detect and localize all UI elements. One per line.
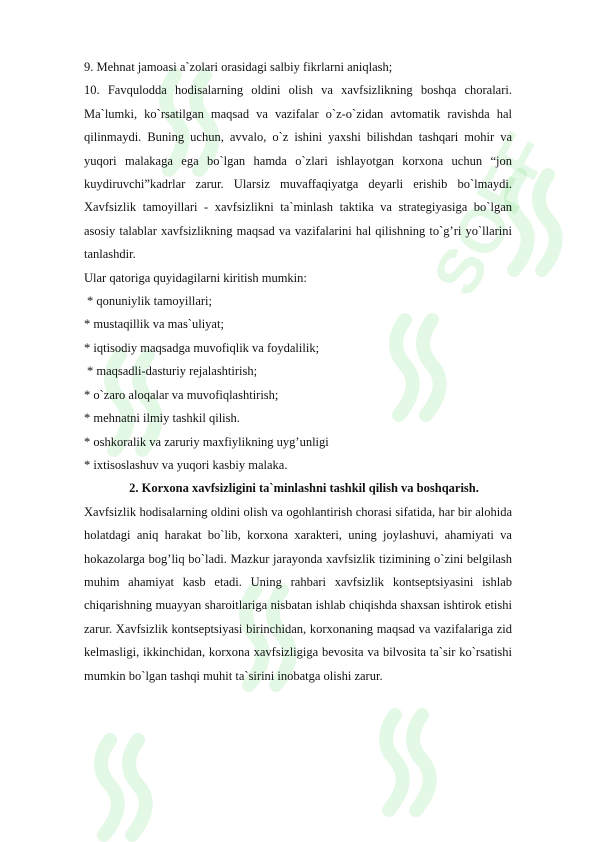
section-heading: 2. Korxona xavfsizligini ta`minlashni tashkil qilish va boshqarish. bbox=[129, 481, 479, 496]
paragraph-10: 10. Favqulodda hodisalarning oldini olish va xavfsizlikning boshqa choralari. Ma`lumki, ko`rsatilgan maqsad va vazifalar o`z-o`zidan avtomatik ravishda hal qilinmaydi. Buning uchun, avvalo, o`z ishini yaxshi bilishdan tashqari mohir va yuqori malakaga ega bo`lgan hamda o`zlari ishlayotgan korxona uchun “jon kuydiruvchi”kadrlar zarur. Ularsiz muvaffaqiyatga deyarli erishib bo`lmaydi. Xavfsizlik tamoyillari - xavfsizlikni ta`minlash taktika va strategiyasiga bo`lgan asosiy talablar xavfsizlikning maqsad va vazifalarini hal qilishning to`g’ri yo`llarini tanlashdir. bbox=[84, 83, 512, 262]
list-intro: Ular qatoriga quyidagilarni kiritish mumkin: bbox=[84, 270, 307, 285]
section-paragraph: Xavfsizlik hodisalarning oldini olish va ogohlantirish chorasi sifatida, har bir alohida holatdagi aniq harakat bo`lib, korxona xarakteri, uning joylashuvi, ahamiyati va hokazolarga bog’liq bo`ladi. Mazkur jarayonda xavfsizlik tizimining o`zini belgilash muhim ahamiyat kasb etadi. Uning rahbari xavfsizlik kontseptsiyasini ishlab chiqarishning muayyan sharoitlariga nisbatan ishlab chiqishda shaxsan ishtirok etishi zarur. Xavfsizlik kontseptsiyasi birinchidan, korxonaning maqsad va vazifalariga zid kelmasligi, ikkinchidan, korxona xavfsizligiga bevosita va bilvosita ta`sir ko`rsatishi mumkin bo`lgan tashqi muhit ta`sirini inobatga olishi zarur. bbox=[84, 504, 512, 683]
watermark-logo-mark bbox=[511, 175, 556, 270]
watermark-logo-mark bbox=[101, 740, 146, 835]
principle-item: * o`zaro aloqalar va muvofiqlashtirish; bbox=[84, 387, 279, 402]
document-body bbox=[84, 56, 512, 688]
principle-item: * mustaqillik va mas`uliyat; bbox=[84, 317, 224, 332]
principle-item: * mehnatni ilmiy tashkil qilish. bbox=[84, 411, 240, 426]
principle-item: * oshkoralik va zaruriy maxfiylikning uyg’unligi bbox=[84, 434, 329, 449]
watermark-logo-mark bbox=[386, 715, 430, 810]
principle-item: * iqtisodiy maqsadga muvofiqlik va foydalilik; bbox=[84, 340, 320, 355]
watermark-text: SOFF bbox=[418, 122, 563, 307]
principle-item: * ixtisoslashuv va yuqori kasbiy malaka. bbox=[84, 457, 288, 472]
principle-item: * qonuniylik tamoyillari; bbox=[87, 294, 212, 309]
list-item-9: 9. Mehnat jamoasi a`zolari orasidagi salbiy fikrlarni aniqlash; bbox=[84, 60, 393, 74]
principle-item: * maqsadli-dasturiy rejalashtirish; bbox=[87, 364, 258, 379]
